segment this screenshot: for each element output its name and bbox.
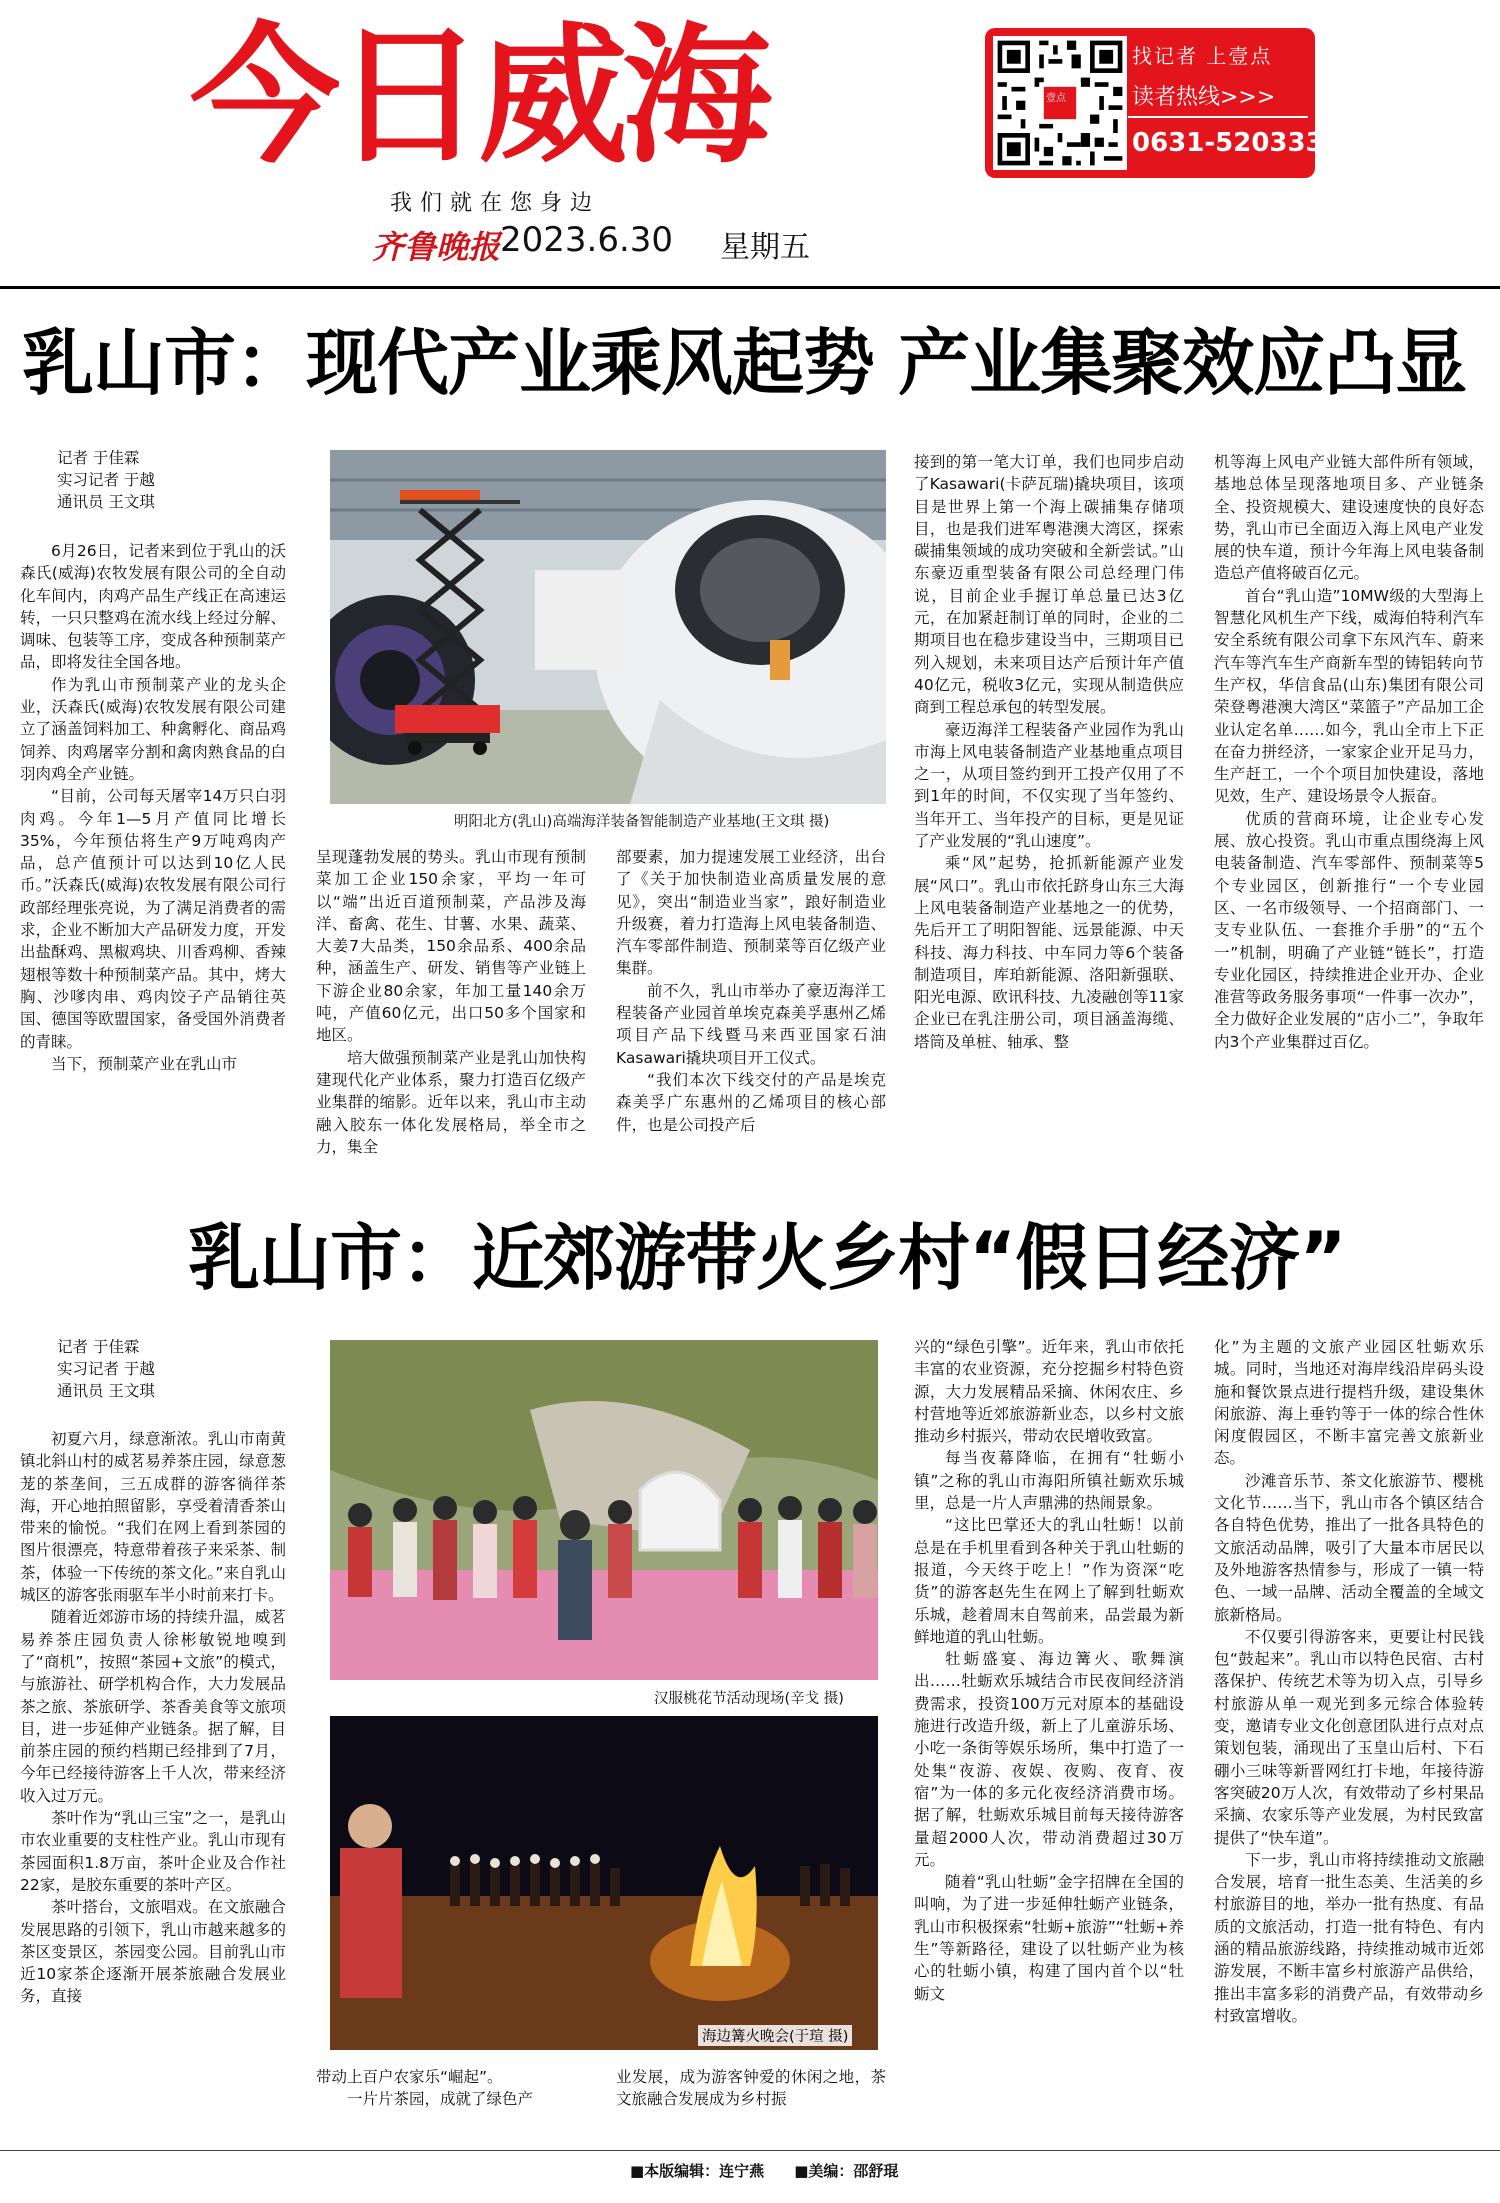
masthead-logo: 今日威海	[190, 10, 767, 184]
article2-column-5: 化”为主题的文旅产业园区牡蛎欢乐城。同时，当地还对海岸线沿岸码头设施和餐饮景点进行提档升级，建设集休闲旅游、海上垂钓等于一体的综合性休闲度假园区，不断丰富完善文旅新业态。 沙滩音乐节、茶文化旅游节、樱桃文化节……当下，乳山市各个镇区结合各自特色优势，推出了一批各具特色的文旅活动品牌，吸引了大量本市居民以及外地游客热情参与，形成了一镇一特色、一域一品牌、活动全覆盖的全域文旅新格局。 不仅要引得游客来，更要让村民钱包“鼓起来”。乳山市以特色民宿、古村落保护、传统艺术等为切入点，引导乡村旅游从单一观光到多元综合体验转变，邀请专业文化创意团队进行点对点策划包装，涌现出了玉皇山后村、下石硼小三味等新晋网红打卡地，年接待游客突破20万人次，有效带动了乡村果品采摘、农家乐等产业发展，为村民致富提供了“快车道”。 下一步，乳山市将持续推动文旅融合发展，培育一批生态美、生活美的乡村旅游目的地，举办一批有热度、有品质的文旅活动，打造一批有特色、有内涵的精品旅游线路，持续推动城市近郊游发展，不断丰富乡村旅游产品供给，推出丰富多彩的消费产品，有效带动乡村致富增收。	[1214, 1338, 1484, 2025]
article2-column-2: 带动上百户农家乐“崛起”。 一片片茶园，成就了绿色产	[316, 2068, 534, 2109]
article2-photo-1	[330, 1340, 878, 1680]
qr-badge: 壹点	[1046, 93, 1066, 104]
article2-photo-2-caption: 海边篝火晚会(于瑄 摄)	[698, 2025, 852, 2046]
reader-hotline-label: 读者热线>>>	[1132, 85, 1276, 110]
masthead-slogan: 我们就在您身边	[390, 191, 601, 216]
article2-photo-2	[330, 1716, 878, 2050]
article1-column-2: 呈现蓬勃发展的势头。乳山市现有预制菜加工企业150余家，平均一年可以“端”出近百道预制菜，产品涉及海洋、畜禽、花生、甘薯、水果、蔬菜、大姜7大品类，150余品系、400余品种，涵盖生产、研发、销售等产业链上下游企业80余家，年加工量140余万吨，产值60亿元，出口50多个国家和地区。 培大做强预制菜产业是乳山加快构建现代化产业体系，聚力打造百亿级产业集群的缩影。近年以来，乳山市主动融入胶东一体化发展格局，举全市之力，集全	[316, 848, 586, 1156]
contact-slogan: 找记者 上壹点	[1132, 44, 1273, 68]
footer-rule	[0, 2150, 1500, 2151]
issue-date: 2023.6.30	[500, 220, 674, 260]
article2-headline: 乳山市：近郊游带火乡村“假日经济”	[188, 1216, 1346, 1300]
article1-column-3: 部要素，加力提速发展工业经济，出台了《关于加快制造业高质量发展的意见》，突出“制造业当家”，踉好制造业升级赛，着力打造海上风电装备制造、汽车零部件制造、预制菜等百亿级产业集群。 前不久，乳山市举办了豪迈海洋工程装备产业园首单埃克森美孚惠州乙烯项目产品下线暨马来西亚国家石油Kasawari撬块项目开工仪式。 “我们本次下线交付的产品是埃克森美孚广东惠州的乙烯项目的核心部件，也是公司投产后	[616, 848, 886, 1134]
article1-photo-caption: 明阳北方(乳山)高端海洋装备智能制造产业基地(王文琪 摄)	[454, 814, 830, 830]
footer-credits	[630, 2160, 928, 2181]
footer-editor: ■本版编辑：连宁燕	[630, 2162, 765, 2180]
article2-photo-1-caption: 汉服桃花节活动现场(辛戈 摄)	[654, 1691, 844, 1707]
reader-hotline-number[interactable]: 0631-5203337	[1132, 128, 1342, 158]
footer-designer: ■美编：邵舒琨	[794, 2162, 899, 2180]
issue-weekday: 星期五	[720, 230, 810, 265]
masthead-rule	[0, 286, 1500, 289]
article2-column-1: 初夏六月，绿意渐浓。乳山市南黄镇北斜山村的威茗易养茶庄园，绿意葱茏的茶垄间，三五成群的游客徜徉茶海，开心地拍照留影，享受着清香茶山带来的愉悦。“我们在网上看到茶园的图片很漂亮，特意带着孩子来采茶、制茶，体验一下传统的茶文化。”来自乳山城区的游客张雨驱车半小时前来打卡。 随着近郊游市场的持续升温，威茗易养茶庄园负责人徐彬敏锐地嗅到了“商机”，按照“茶园+文旅”的模式，与旅游社、研学机构合作，大力发展品茶之旅、茶旅研学、茶香美食等文旅项目，进一步延伸产业链条。据了解，目前茶庄园的预约档期已经排到了7月，今年已经接待游客上千人次，带来经济收入过万元。 茶叶作为“乳山三宝”之一，是乳山市农业重要的支柱性产业。乳山市现有茶园面积1.8万亩，茶叶企业及合作社22家，是胶东重要的茶叶产区。 茶叶搭台，文旅唱戏。在文旅融合发展思路的引领下，乳山市越来越多的茶区变景区，茶园变公园。目前乳山市近10家茶企逐渐开展茶旅融合发展业务，直接	[20, 1430, 286, 2006]
bonfire-party-image	[330, 1716, 878, 2050]
contact-divider	[1128, 116, 1308, 118]
article2-column-4: 兴的“绿色引擎”。近年来，乳山市依托丰富的农业资源，充分挖掘乡村特色资源，大力发展精品采摘、休闲农庄、乡村营地等近郊旅游新业态，以乡村文旅推动乡村振兴，带动农民增收致富。 每当夜幕降临，在拥有“牡蛎小镇”之称的乳山市海阳所镇社蛎欢乐城里，总是一片人声鼎沸的热闹景象。 “这比巴掌还大的乳山牡蛎！以前总是在手机里看到各种关于乳山牡蛎的报道，今天终于吃上！”作为资深“吃货”的游客赵先生在网上了解到牡蛎欢乐城，趁着周末自驾前来，品尝最为新鲜地道的乳山牡蛎。 牡蛎盛宴、海边篝火、歌舞演出……牡蛎欢乐城结合市民夜间经济消费需求，投资100万元对原本的基础设施进行改造升级，新上了儿童游乐场、小吃一条街等娱乐场所，集中打造了一处集“夜游、夜娱、夜购、夜育、夜宿”为一体的多元化夜经济消费市场。据了解，牡蛎欢乐城目前每天接待游客量超2000人次，带动消费超过30万元。 随着“乳山牡蛎”金字招牌在全国的叫响，为了进一步延伸牡蛎产业链条，乳山市积极探索“牡蛎+旅游”“牡蛎+养生”等新路径，建设了以牡蛎产业为核心的牡蛎小镇，构建了国内首个以“牡蛎文	[914, 1338, 1184, 2003]
article2-column-3: 业发展，成为游客钟爱的休闲之地，茶文旅融合发展成为乡村振	[616, 2068, 886, 2109]
article2-byline: 记者 于佳霖 实习记者 于越 通讯员 王文琪	[57, 1338, 155, 1400]
article1-photo	[330, 450, 886, 804]
article1-byline: 记者 于佳霖 实习记者 于越 通讯员 王文琪	[57, 449, 155, 511]
article1-column-1: 6月26日，记者来到位于乳山的沃森氏(威海)农牧发展有限公司的全自动化车间内，肉鸡产品生产线正在高速运转，一只只整鸡在流水线上经过分解、调味、包装等工序，变成各种预制菜产品，即将发往全国各地。 作为乳山市预制菜产业的龙头企业，沃森氏(威海)农牧发展有限公司建立了涵盖饲料加工、种禽孵化、商品鸡饲养、肉鸡屠宰分割和禽肉熟食品的白羽肉鸡全产业链。 “目前，公司每天屠宰14万只白羽肉鸡。今年1—5月产值同比增长35%，今年预估将生产9万吨鸡肉产品，总产值预计可以达到10亿人民币。”沃森氏(威海)农牧发展有限公司行政部经理张亮说，为了满足消费者的需求，企业不断加大产品研发力度，开发出盐酥鸡、黑椒鸡块、川香鸡柳、香辣翅根等数十种预制菜产品。其中，烤大胸、沙嗲肉串、鸡肉饺子产品销往英国、德国等欧盟国家，备受国外消费者的青睐。 当下，预制菜产业在乳山市	[20, 542, 286, 1073]
article1-column-4: 接到的第一笔大订单，我们也同步启动了Kasawari(卡萨瓦瑞)撬块项目，该项目是世界上第一个海上碳捕集存储项目，也是我们进军粤港澳大湾区，探索碳捕集领域的成功突破和全新尝试。”山东豪迈重型装备有限公司总经理门伟说，目前企业手握订单总量已达3亿元，在加紧赶制订单的同时，企业的二期项目也在稳步建设当中，三期项目已列入规划，未来项目达产后预计年产值40亿元，税收3亿元，实现从制造供应商到工程总承包的转型发展。 豪迈海洋工程装备产业园作为乳山市海上风电装备制造产业基地重点项目之一，从项目签约到开工投产仅用了不到1年的时间，不仅实现了当年签约、当年开工、当年投产的目标，更是见证了产业发展的“乳山速度”。 乘“风”起势，抢抓新能源产业发展“风口”。乳山市依托跻身山东三大海上风电装备制造产业基地之一的优势，先后开工了明阳智能、远景能源、中天科技、海力科技、中车同力等6个装备制造项目，库珀新能源、洛阳新强联、阳光电源、欧讯科技、九凌融创等11家企业已在乳注册公司，项目涵盖海缆、塔筒及单桩、轴承、整	[914, 453, 1184, 1051]
newspaper-brand: 齐鲁晚报	[372, 228, 501, 266]
hanfu-festival-image	[330, 1340, 878, 1680]
turbine-factory-image	[330, 450, 886, 804]
article1-column-5: 机等海上风电产业链大部件所有领域，基地总体呈现落地项目多、产业链条全、投资规模大、建设速度快的良好态势，乳山市已全面迈入海上风电产业发展的快车道，预计今年海上风电装备制造总产值将破百亿元。 首台“乳山造”10MW级的大型海上智慧化风机生产下线，威海伯特利汽车安全系统有限公司拿下东风汽车、蔚来汽车等汽车生产商新车型的铸铝转向节生产权，华信食品(山东)集团有限公司荣登粤港澳大湾区“菜篮子”产品加工企业认定名单……如今，乳山全市上下正在奋力拼经济，一家家企业开足马力，生产赶工，一个个项目加快建设，落地见效，生产、建设场景令人振奋。 优质的营商环境，让企业专心发展、放心投资。乳山市重点围绕海上风电装备制造、汽车零部件、预制菜等5个专业园区，创新推行“一个专业园区、一名市级领导、一个招商部门、一支专业队伍、一套推介手册”的“五个一”机制，明确了产业链“链长”，打造专业化园区，持续推进企业开办、企业准营等政务服务事项“一件事一次办”，全力做好企业发展的“店小二”，争取年内3个产业集群过百亿。	[1214, 453, 1484, 1051]
article1-headline: 乳山市：现代产业乘风起势 产业集聚效应凸显	[22, 321, 1467, 405]
